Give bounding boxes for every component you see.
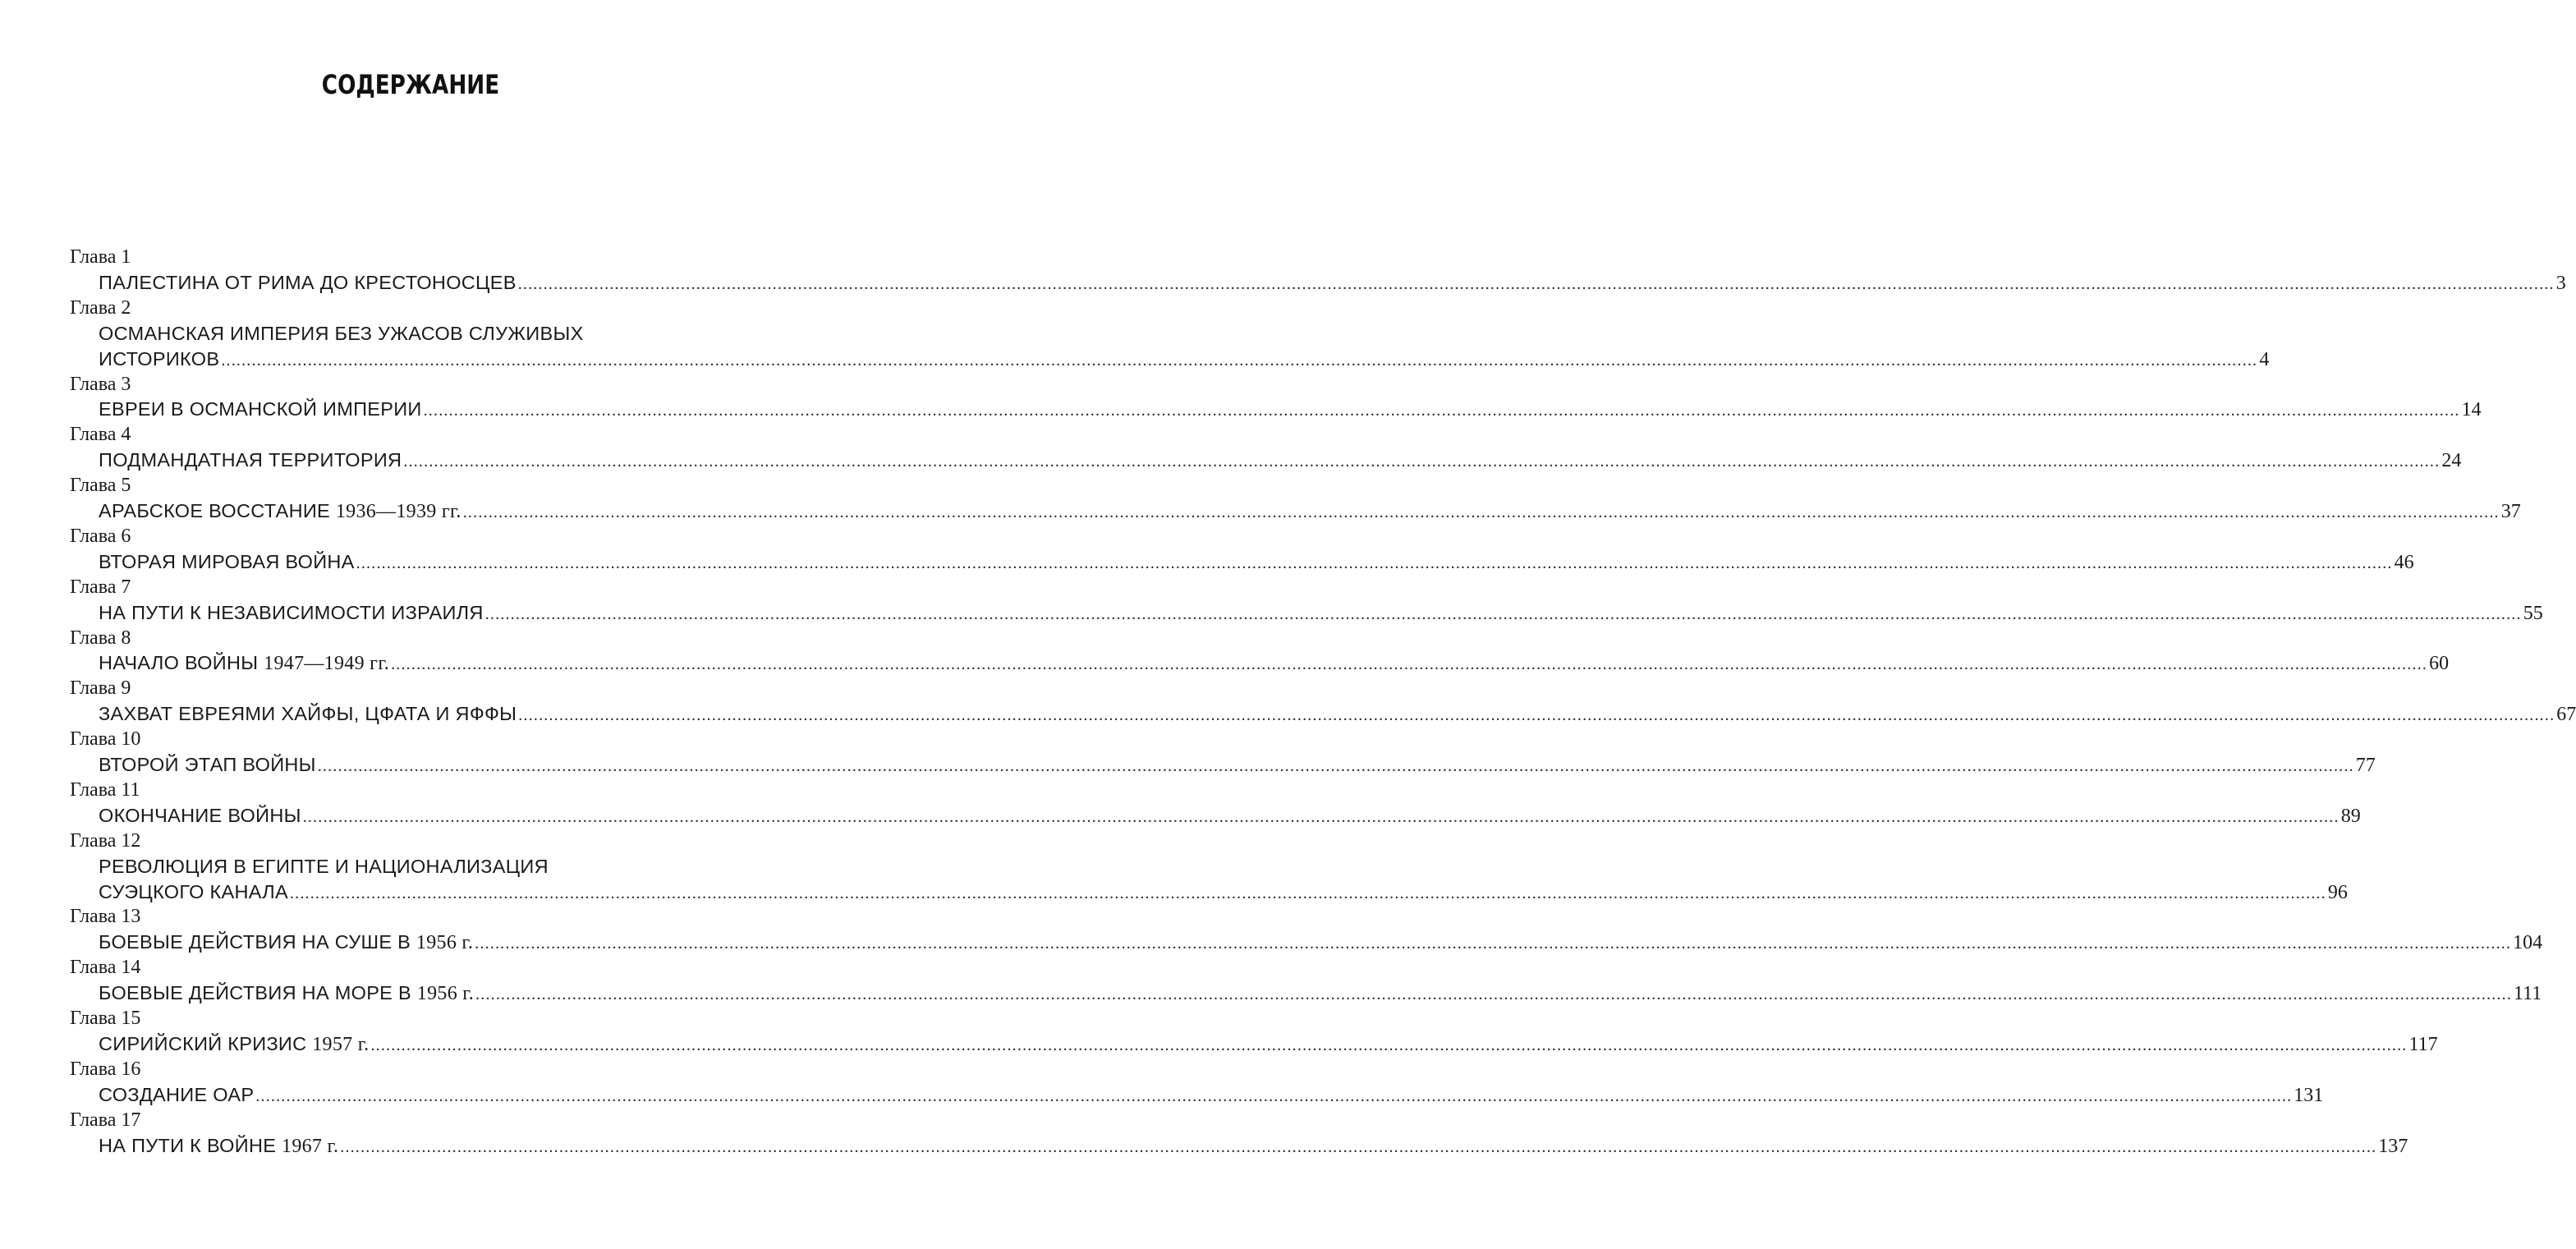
- chapter-label: Глава 9: [70, 677, 131, 700]
- chapter-label: Глава 11: [70, 778, 140, 801]
- page-number: 60: [2429, 653, 2450, 675]
- chapter-title-line: РЕВОЛЮЦИЯ В ЕГИПТЕ И НАЦИОНАЛИЗАЦИЯ: [99, 855, 549, 877]
- toc-entry[interactable]: [99, 270, 2566, 295]
- page-number: 46: [2394, 551, 2414, 573]
- chapter-title: ВТОРАЯ МИРОВАЯ ВОЙНА: [99, 550, 355, 572]
- page-title: СОДЕРЖАНИЕ: [321, 69, 500, 100]
- dot-leader: ................................................................................................................................................................................................................................................................................................................................................................................................................: [255, 1086, 2293, 1105]
- dot-leader: ................................................................................................................................................................................................................................................................................................................................................................................................................: [391, 655, 2428, 674]
- dot-leader: ................................................................................................................................................................................................................................................................................................................................................................................................................: [340, 1137, 2377, 1156]
- toc-entry[interactable]: [99, 701, 2576, 726]
- chapter-title: ЕВРЕИ В ОСМАНСКОЙ ИМПЕРИИ: [99, 398, 422, 420]
- chapter-label: Глава 10: [70, 728, 141, 751]
- chapter-title: ПАЛЕСТИНА ОТ РИМА ДО КРЕСТОНОСЦЕВ: [99, 271, 517, 293]
- chapter-title: ИСТОРИКОВ: [99, 347, 220, 370]
- page-number: 67: [2556, 704, 2576, 726]
- chapter-label: Глава 17: [70, 1109, 141, 1131]
- page-number: 89: [2340, 805, 2361, 827]
- page-number: 117: [2408, 1033, 2438, 1055]
- page-number: 137: [2378, 1135, 2408, 1157]
- chapter-title: ПОДМАНДАТНАЯ ТЕРРИТОРИЯ: [99, 449, 402, 471]
- page-number: 96: [2327, 881, 2348, 903]
- chapter-title: СУЭЦКОГО КАНАЛА: [99, 880, 288, 902]
- chapter-label: Глава 6: [70, 525, 131, 547]
- chapter-label: Глава 15: [70, 1008, 141, 1029]
- dot-leader: ................................................................................................................................................................................................................................................................................................................................................................................................................: [289, 884, 2326, 902]
- chapter-label: Глава 5: [70, 475, 131, 497]
- page-number: 4: [2259, 348, 2270, 370]
- dot-leader: ................................................................................................................................................................................................................................................................................................................................................................................................................: [475, 985, 2513, 1004]
- page-number: 24: [2441, 450, 2462, 472]
- chapter-label: Глава 7: [70, 576, 131, 598]
- page-number: 14: [2461, 399, 2482, 421]
- toc-entry[interactable]: [99, 980, 2542, 1005]
- chapter-title: ОКОНЧАНИЕ ВОЙНЫ: [99, 804, 301, 826]
- dot-leader: ................................................................................................................................................................................................................................................................................................................................................................................................................: [317, 757, 2354, 775]
- toc-entry[interactable]: [99, 397, 2482, 421]
- toc-entry[interactable]: [99, 498, 2521, 523]
- dot-leader: ................................................................................................................................................................................................................................................................................................................................................................................................................: [462, 503, 2500, 521]
- chapter-title: НА ПУТИ К НЕЗАВИСИМОСТИ ИЗРАИЛЯ: [99, 601, 484, 623]
- page-number: 37: [2500, 501, 2521, 522]
- chapter-label: Глава 16: [70, 1058, 141, 1080]
- toc-entry[interactable]: [99, 752, 2376, 777]
- toc-entry[interactable]: [99, 549, 2414, 574]
- page-number: 55: [2523, 602, 2543, 624]
- chapter-label: Глава 14: [70, 957, 141, 979]
- dot-leader: ................................................................................................................................................................................................................................................................................................................................................................................................................: [302, 807, 2340, 826]
- toc-entry[interactable]: [99, 803, 2361, 828]
- toc-entry[interactable]: [99, 1133, 2408, 1158]
- dot-leader: ................................................................................................................................................................................................................................................................................................................................................................................................................: [423, 402, 2460, 420]
- chapter-title: СОЗДАНИЕ ОАР: [99, 1083, 255, 1105]
- toc-entry[interactable]: [99, 930, 2543, 954]
- chapter-title: НА ПУТИ К ВОЙНЕ 1967 г.: [99, 1134, 339, 1157]
- toc-entry[interactable]: [99, 650, 2450, 675]
- dot-leader: ................................................................................................................................................................................................................................................................................................................................................................................................................: [356, 553, 2393, 572]
- chapter-label: Глава 3: [70, 373, 131, 395]
- toc-entry[interactable]: [99, 347, 2270, 371]
- page-number: 77: [2355, 755, 2376, 776]
- chapter-title: БОЕВЫЕ ДЕЙСТВИЯ НА МОРЕ В 1956 г.: [99, 982, 475, 1005]
- chapter-label: Глава 12: [70, 829, 141, 852]
- page-number: 131: [2294, 1084, 2324, 1106]
- chapter-label: Глава 13: [70, 906, 141, 928]
- toc-entry[interactable]: [99, 600, 2543, 625]
- chapter-title: ЗАХВАТ ЕВРЕЯМИ ХАЙФЫ, ЦФАТА И ЯФФЫ: [99, 703, 517, 725]
- chapter-label: Глава 1: [70, 246, 131, 268]
- toc-entry[interactable]: [99, 879, 2348, 904]
- chapter-title: ВТОРОЙ ЭТАП ВОЙНЫ: [99, 754, 316, 775]
- page-number: 3: [2555, 272, 2566, 294]
- dot-leader: ................................................................................................................................................................................................................................................................................................................................................................................................................: [370, 1035, 2408, 1054]
- dot-leader: ................................................................................................................................................................................................................................................................................................................................................................................................................: [518, 706, 2555, 725]
- chapter-title: БОЕВЫЕ ДЕЙСТВИЯ НА СУШЕ В 1956 г.: [99, 931, 474, 954]
- page-number: 104: [2513, 932, 2543, 954]
- chapter-title: СИРИЙСКИЙ КРИЗИС 1957 г.: [99, 1032, 370, 1055]
- chapter-title: АРАБСКОЕ ВОССТАНИЕ 1936—1939 гг.: [99, 500, 461, 522]
- dot-leader: ................................................................................................................................................................................................................................................................................................................................................................................................................: [475, 934, 2512, 953]
- dot-leader: ................................................................................................................................................................................................................................................................................................................................................................................................................: [517, 274, 2555, 293]
- dot-leader: ................................................................................................................................................................................................................................................................................................................................................................................................................: [221, 351, 2258, 370]
- chapter-label: Глава 2: [70, 296, 131, 319]
- dot-leader: ................................................................................................................................................................................................................................................................................................................................................................................................................: [484, 604, 2522, 623]
- chapter-label: Глава 8: [70, 627, 131, 649]
- chapter-title: НАЧАЛО ВОЙНЫ 1947—1949 гг.: [99, 652, 390, 675]
- toc-entry[interactable]: [99, 448, 2462, 472]
- page-number: 111: [2514, 983, 2542, 1005]
- chapter-label: Глава 4: [70, 424, 131, 446]
- chapter-title-line: ОСМАНСКАЯ ИМПЕРИЯ БЕЗ УЖАСОВ СЛУЖИВЫХ: [99, 322, 584, 344]
- toc-entry[interactable]: [99, 1031, 2438, 1056]
- dot-leader: ................................................................................................................................................................................................................................................................................................................................................................................................................: [403, 452, 2441, 471]
- toc-entry[interactable]: [99, 1082, 2324, 1107]
